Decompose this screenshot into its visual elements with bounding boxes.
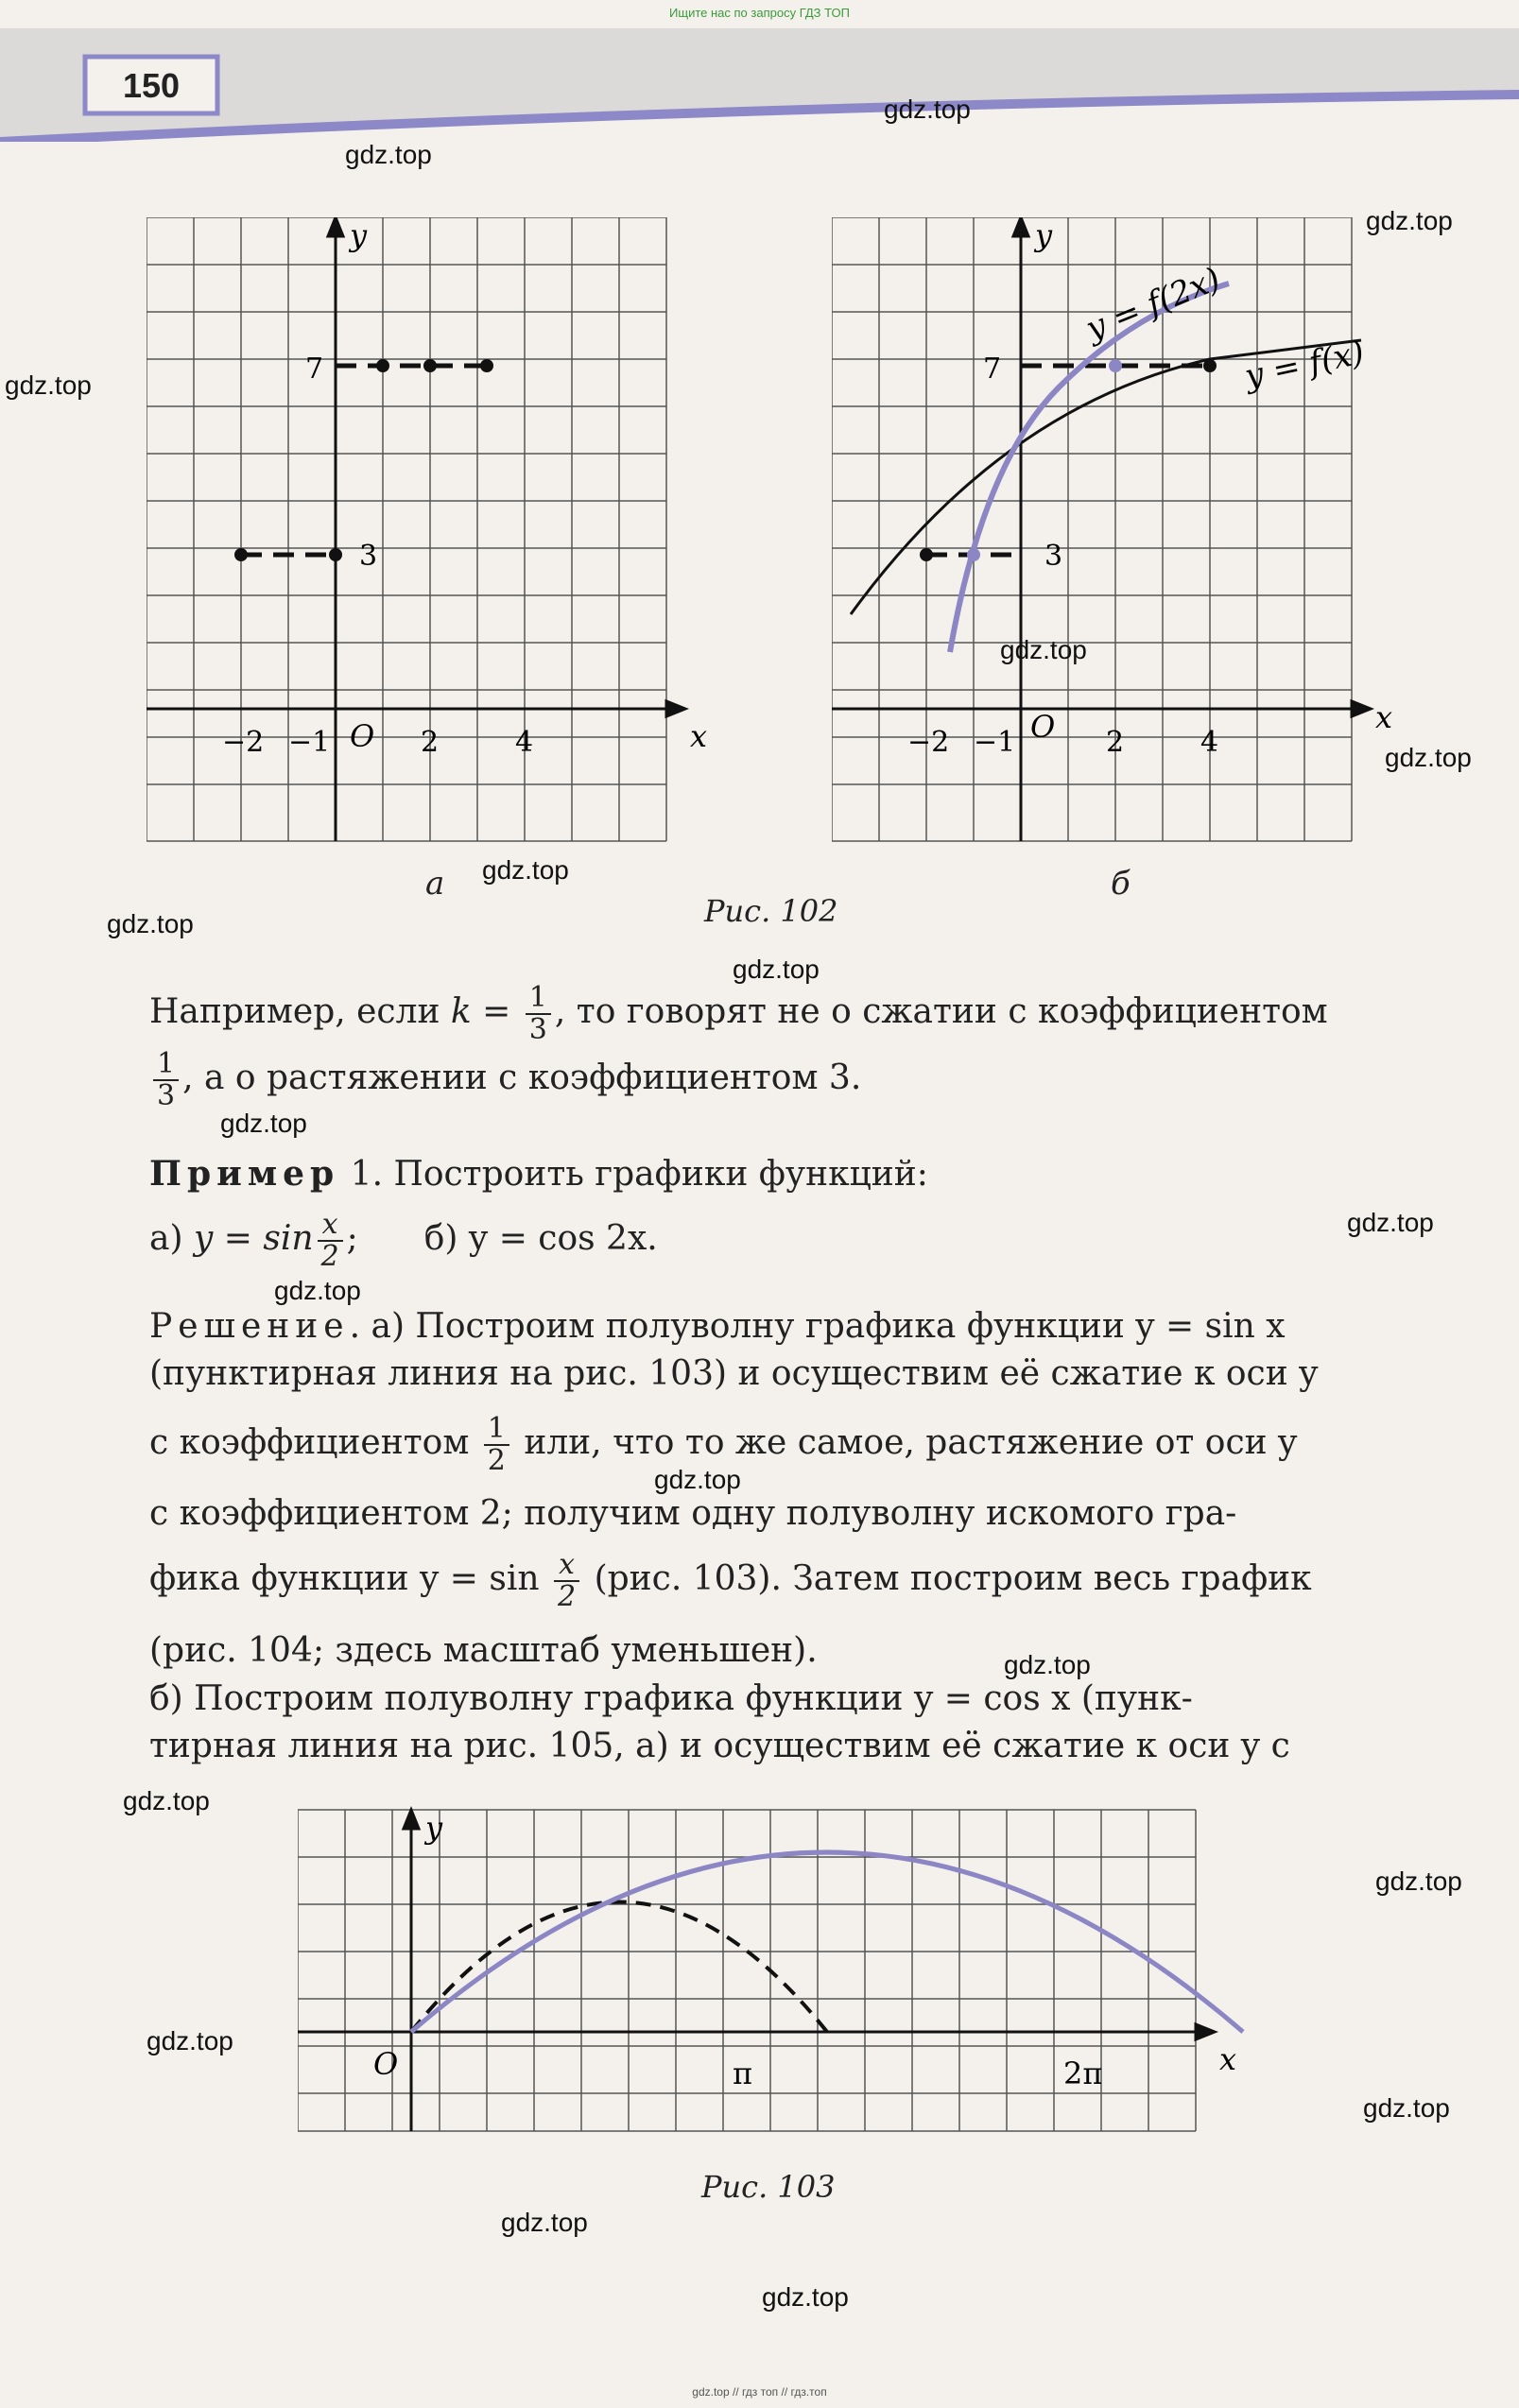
- y-tick-b-7: 7: [983, 353, 1002, 386]
- example-heading: Пример 1. Построить графики функций:: [149, 1154, 928, 1194]
- x-tick-a-1: −2: [222, 726, 265, 759]
- watermark: gdz.top: [5, 370, 92, 400]
- figure-102-panel-b: [832, 217, 1418, 851]
- curve-sin-x-half: [411, 1852, 1243, 2032]
- page-number: 150: [122, 66, 181, 105]
- x-tick-b-3: 2: [1106, 726, 1125, 759]
- solution-line-2: (пунктирная линия на рис. 103) и осуществим её сжатие к оси y: [149, 1354, 1319, 1393]
- panel-a-label: а: [425, 865, 445, 903]
- solution-line-3: с коэффициентом $\frac{1}{2}$ или, что то же самое, растяжение от оси y: [149, 1412, 1298, 1477]
- figure-102-caption: Рис. 102: [704, 893, 838, 929]
- example-tasks: а) y = sin $\frac{x}{2}$ ; б) y = cos 2x.: [149, 1208, 658, 1273]
- watermark: gdz.top: [1363, 2093, 1450, 2123]
- axis-x-label-a: x: [690, 718, 708, 754]
- x-tick-103-pi: π: [733, 2055, 753, 2091]
- axis-y-label-b: y: [1035, 217, 1053, 253]
- watermark: gdz.top: [1000, 635, 1087, 664]
- curve-label-f-x: y = f(x): [1241, 334, 1368, 396]
- x-tick-a-4: 4: [515, 726, 534, 759]
- segments-a: [241, 366, 487, 555]
- solution-line-8: тирная линия на рис. 105, а) и осуществим её сжатие к оси y с: [149, 1727, 1290, 1765]
- panel-b-label: б: [1111, 865, 1131, 903]
- solution-line-1: Решение. а) Построим полуволну графика функции y = sin x: [149, 1307, 1286, 1346]
- watermark: gdz.top: [482, 855, 569, 885]
- watermark: gdz.top: [274, 1276, 361, 1305]
- points-b-purple: [967, 359, 1122, 561]
- bottom-banner: gdz.top // гдз топ // гдз.топ: [692, 2385, 827, 2399]
- figure-102-panel-a: [147, 217, 714, 851]
- y-tick-a-3: 3: [359, 540, 378, 573]
- watermark: gdz.top: [762, 2282, 849, 2312]
- watermark: gdz.top: [654, 1465, 741, 1494]
- curve-label-f-2x: y = f(2x): [1080, 260, 1226, 349]
- points-a: [234, 359, 493, 561]
- origin-103: O: [373, 2046, 399, 2082]
- watermark: gdz.top: [123, 1786, 210, 1815]
- watermark: gdz.top: [107, 909, 194, 938]
- watermark: gdz.top: [733, 955, 820, 984]
- watermark: gdz.top: [501, 2208, 588, 2237]
- watermark: gdz.top: [1385, 743, 1472, 772]
- para-line-2: $\frac{1}{3}$ , а о растяжении с коэффициентом 3.: [149, 1049, 1407, 1111]
- axis-x-label-b: x: [1375, 699, 1393, 735]
- watermark: gdz.top: [1004, 1650, 1091, 1679]
- header-band: [0, 28, 1519, 142]
- figure-103: [298, 1800, 1290, 2141]
- x-tick-b-2: −1: [974, 726, 1016, 759]
- watermark: gdz.top: [220, 1109, 307, 1138]
- top-banner: Ищите нас по запросу ГДЗ ТОП: [669, 6, 850, 20]
- origin-b: O: [1030, 709, 1056, 745]
- para-line-1: Например, если k = $\frac{1}{3}$ , то говорят не о сжатии с коэффициентом: [149, 981, 1328, 1046]
- origin-a: O: [350, 718, 375, 754]
- y-tick-a-7: 7: [305, 353, 324, 386]
- axis-y-label-a: y: [350, 217, 368, 253]
- x-tick-103-2pi: 2π: [1063, 2055, 1103, 2091]
- watermark: gdz.top: [884, 95, 971, 124]
- axis-x-label-103: x: [1219, 2041, 1237, 2077]
- watermark: gdz.top: [1366, 206, 1453, 235]
- watermark: gdz.top: [345, 140, 432, 169]
- solution-line-6: (рис. 104; здесь масштаб уменьшен).: [149, 1631, 818, 1670]
- solution-line-4: с коэффициентом 2; получим одну полуволну искомого гра-: [149, 1494, 1237, 1533]
- x-tick-a-2: −1: [288, 726, 331, 759]
- figure-103-caption: Рис. 103: [701, 2169, 836, 2205]
- watermark: gdz.top: [1375, 1866, 1462, 1896]
- curve-sin-x: [411, 1902, 827, 2033]
- solution-line-7: б) Построим полуволну графика функции y = cos x (пунк-: [149, 1679, 1193, 1718]
- watermark: gdz.top: [147, 2026, 233, 2055]
- x-tick-a-3: 2: [421, 726, 440, 759]
- axis-y-label-103: y: [425, 1810, 443, 1846]
- y-tick-b-3: 3: [1044, 540, 1063, 573]
- x-tick-b-4: 4: [1200, 726, 1219, 759]
- x-tick-b-1: −2: [907, 726, 950, 759]
- curve-f-2x: [950, 284, 1229, 652]
- solution-line-5: фика функции y = sin $\frac{x}{2}$ (рис. 103). Затем построим весь график: [149, 1548, 1312, 1613]
- watermark: gdz.top: [1347, 1208, 1434, 1237]
